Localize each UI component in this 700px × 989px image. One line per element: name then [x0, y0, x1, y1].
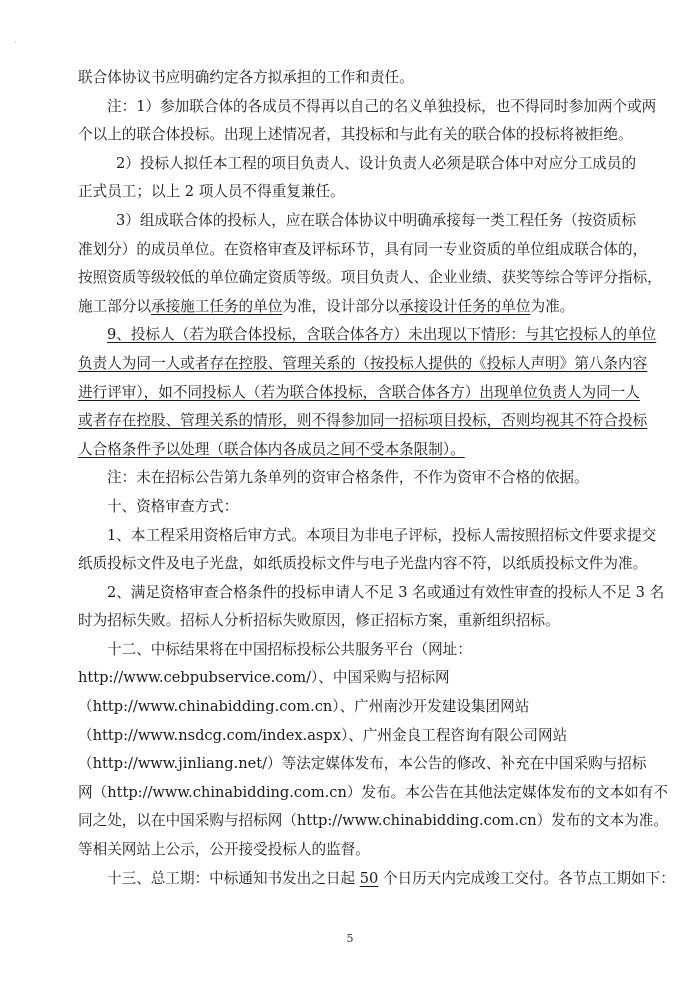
- item-9-line: 负责人为同一人或者存在控股、管理关系的（按投标人提供的《投标人声明》第八条内容: [78, 354, 648, 372]
- item-9-line: 进行评审），如不同投标人（若为联合体投标，含联合体各方）出现单位负责人为同一人: [78, 383, 640, 401]
- page-number: 5: [346, 932, 354, 945]
- underlined-construction-unit: 承接施工任务的单位: [150, 297, 283, 315]
- note-3-text: 为准。: [530, 297, 575, 315]
- section-12-line: 网（http://www.chinabidding.com.cn）发布。本公告在其他法定媒体发布的文本如有不: [78, 783, 668, 801]
- section-12-line: http://www.cebpubservice.com/）、中国采购与招标网: [78, 669, 450, 687]
- note-line: 注：未在招标公告第九条单列的资审合格条件，不作为资审不合格的依据。: [107, 469, 589, 487]
- note-3-line: 3）组成联合体的投标人，应在联合体协议中明确承接每一类工程任务（按资质标: [116, 211, 637, 229]
- section-10-title: 十、资格审查方式：: [107, 497, 239, 515]
- section-12-line: （http://www.nsdcg.com/index.aspx）、广州金良工程咨询有限公司网站: [78, 726, 568, 744]
- note-1-line: 个以上的联合体投标。出现上述情况者，其投标和与此有关的联合体的投标将被拒绝。: [78, 126, 633, 144]
- note-3-text: 为准，设计部分以: [282, 297, 400, 315]
- section-12-line: 等相关网站上公示，公开接受投标人的监督。: [78, 841, 370, 859]
- note-1-line: 注：1）参加联合体的各成员不得再以自己的名义单独投标，也不得同时参加两个或两: [107, 97, 657, 115]
- note-3-line: 按照资质等级较低的单位确定资质等级。项目负责人、企业业绩、获奖等综合等评分指标，: [78, 269, 662, 287]
- underlined-design-unit: 承接设计任务的单位: [399, 297, 531, 315]
- section-12-line: 同之处，以在中国采购与招标网（http://www.chinabidding.com.cn）发布的文本为准。: [78, 812, 668, 830]
- scan-mark: ·: [14, 38, 17, 47]
- section-12-line: （http://www.chinabidding.com.cn）、广州南沙开发建设集团网站: [78, 698, 530, 716]
- note-3-line: [78, 293, 634, 322]
- note-3-text: 施工部分以: [78, 297, 151, 315]
- item-9-line: 或者存在控股、管理关系的情形，则不得参加同一招标项目投标，否则均视其不符合投标: [78, 412, 648, 430]
- paragraph-line: 联合体协议书应明确约定各方拟承担的工作和责任。: [78, 69, 414, 86]
- document-body: [78, 64, 675, 893]
- note-2-line: 正式员工；以上 2 项人员不得重复兼任。: [78, 183, 345, 201]
- section-12-line: （http://www.jinliang.net/）等法定媒体发布，本公告的修改、补充在中国采购与招标: [78, 755, 647, 773]
- item-9-line: 9、投标人（若为联合体投标，含联合体各方）未出现以下情形：与其它投标人的单位: [107, 326, 657, 344]
- section-13-line: [78, 865, 675, 894]
- duration-days: 50: [359, 869, 379, 887]
- section-10-item-2-line: 2、满足资格审查合格条件的投标申请人不足 3 名或通过有效性审查的投标人不足 3 名: [107, 583, 665, 601]
- section-10-item-2-line: 时为招标失败。招标人分析招标失败原因，修正招标方案，重新组织招标。: [78, 612, 560, 630]
- section-13-text: 十三、总工期：中标通知书发出之日起: [107, 869, 360, 887]
- note-3-line: 准划分）的成员单位。在资格审查及评标环节，具有同一专业资质的单位组成联合体的，: [78, 240, 648, 258]
- section-13-text: 个日历天内完成竣工交付。各节点工期如下：: [378, 869, 675, 887]
- section-10-item-1-line: 1、本工程采用资格后审方式。本项目为非电子评标，投标人需按照招标文件要求提交: [107, 526, 657, 544]
- section-10-item-1-line: 纸质投标文件及电子光盘，如纸质投标文件与电子光盘内容不符，以纸质投标文件为准。: [78, 555, 648, 573]
- section-12-line: 十二、中标结果将在中国招标投标公共服务平台（网址：: [107, 640, 472, 658]
- note-2-line: 2）投标人拟任本工程的项目负责人、设计负责人必须是联合体中对应分工成员的: [116, 154, 637, 172]
- item-9-line: 人合格条件予以处理（联合体内各成员之间不受本条限制）。: [78, 440, 465, 458]
